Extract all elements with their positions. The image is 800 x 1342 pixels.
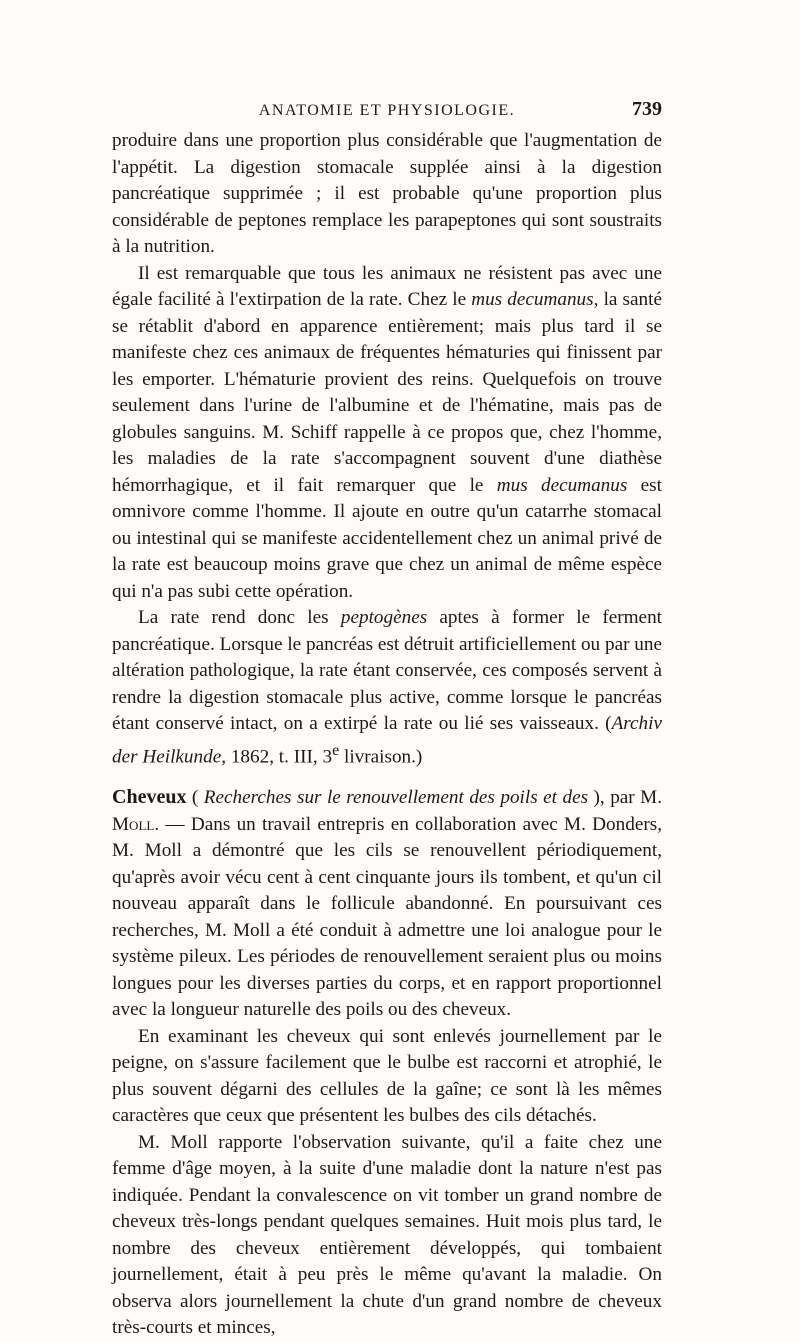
text-run: Il est remarquable que tous les animaux ne résistent pas avec une égale facilité à l'extirpation de la rate. Chez le: [112, 262, 662, 310]
text-run: La rate rend donc les: [138, 607, 341, 628]
text-run: livraison.): [339, 745, 423, 767]
running-head: ANATOMIE ET PHYSIOLOGIE.: [258, 102, 516, 119]
text-run: — Dans un travail entrepris en collaboration avec M. Donders, M. Moll a démontré que les cils se renouvellent périodiquement, qu'après avoir vécu cent à cent cinquante jours ils tombent, et qu'un cil nouveau apparaît dans le follicule abandonné. En poursuivant ces recherches, M. Moll a été conduit à admettre une loi analogue pour le système pileux. Les périodes de renouvellement seraient plus ou moins longues pour les diverses parties du corps, et en rapport proportionnel avec la longueur naturelle des poils ou des cheveux.: [112, 813, 662, 1021]
body-text: [112, 128, 662, 1342]
species-name: mus decumanus: [496, 474, 628, 496]
page-number: 739: [632, 98, 662, 120]
paragraph-rate-extirpation: [112, 261, 662, 606]
paragraph-observation: M. Moll rapporte l'observation suivante, qu'il a faite chez une femme d'âge moyen, à la suite d'une maladie dont la nature n'est pas indiquée. Pendant la convalescence on vit tomber un grand nombre de cheveux très-longs pendant quelques semaines. Huit mois plus tard, le nombre des cheveux entièrement développés, qui tombaient journellement, était à peu près le même qu'avant la maladie. On observa alors journellement la chute d'un grand nombre de cheveux très-courts et minces,: [112, 1131, 662, 1339]
text-run: ), par: [588, 787, 641, 809]
section-gap: [112, 770, 662, 784]
paragraph-digestion-end: produire dans une proportion plus considérable que l'augmentation de l'appétit. La digestion stomacale supplée ainsi à la digestion pancréatique supprimée ; il est probable qu'une proportion plus considérable de peptones remplace les parapeptones qui sont soustraits à la nutrition.: [112, 130, 662, 257]
text-run: la santé se rétablit d'abord en apparence entièrement; mais plus tard il se manifeste chez ces animaux de fréquentes hématuries qui finissent par les emporter. L'hématurie provient des reins. Quelquefois on trouve seulement dans l'urine de l'albumine et de l'hématine, mais pas de globules sanguins. M. Schiff rappelle à ce propos que, chez l'homme, les maladies de la rate s'accompagnent souvent d'une diathèse hémorrhagique, et il fait remarquer que le: [112, 289, 662, 496]
text-run: est omnivore comme l'homme. Il ajoute en outre qu'un catarrhe stomacal ou intestinal qui se manifeste accidentellement chez un animal privé de la rate est beaucoup moins grave que chez un animal de même espèce qui n'a pas subi cette opération.: [112, 474, 662, 602]
paragraph-peigne: En examinant les cheveux qui sont enlevés journellement par le peigne, on s'assure facilement que le bulbe est raccorni et atrophié, le plus souvent dégarni des cellules de la gaîne; ce sont là les mêmes caractères que ceux que présentent les bulbes des cils détachés.: [112, 1025, 662, 1127]
paragraph-cheveux-intro: [112, 784, 662, 1024]
paragraph-peptogenes: [112, 605, 662, 770]
page-header: [112, 96, 662, 126]
term-peptogenes: peptogènes: [340, 607, 428, 628]
text-run: (: [186, 787, 204, 809]
species-name: mus decumanus,: [471, 289, 599, 310]
text-run: 1862, t. III, 3: [226, 745, 333, 767]
section-title-cheveux: Cheveux: [112, 786, 187, 809]
superscript-e: e: [332, 741, 340, 759]
citation-journal: Archiv der Heilkunde,: [112, 713, 662, 767]
text-run: aptes à former le ferment pancréatique. Lorsque le pancréas est détruit artificiellement ou par une altération pathologique, la rate étant conservée, ces composés servent à rendre la digestion stomacale plus active, comme lorsque le pancréas étant conservé intact, on a extirpé la rate ou lié ses vaisseaux. (: [112, 607, 662, 734]
author-name: M. Moll.: [112, 787, 663, 835]
section-subtitle: Recherches sur le renouvellement des poils et des: [203, 787, 589, 809]
